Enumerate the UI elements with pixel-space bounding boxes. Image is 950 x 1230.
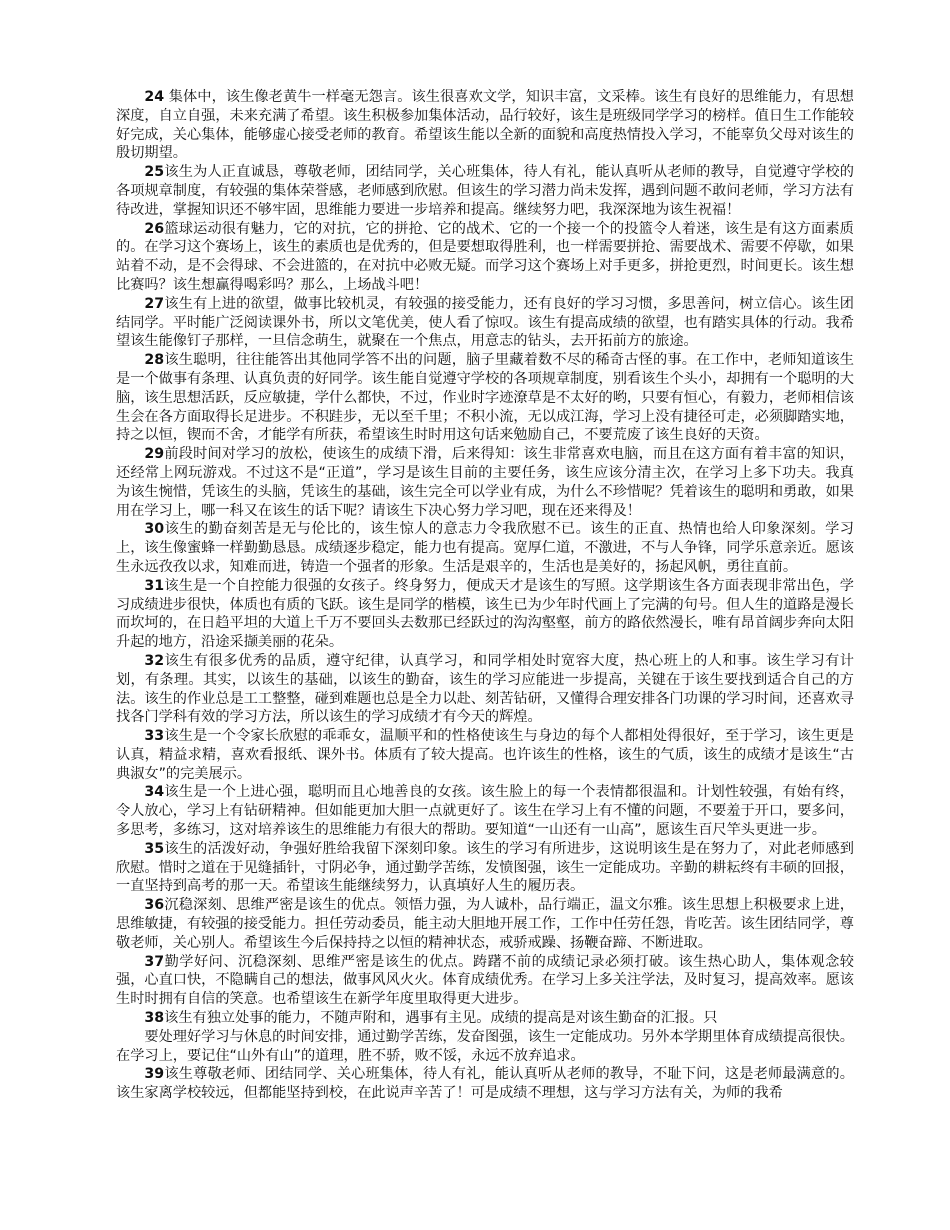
comment-paragraph [116,163,854,219]
comment-paragraph [116,783,854,839]
paragraph-number: 26 [144,220,165,237]
paragraph-number: 38 [144,1010,165,1027]
comment-paragraph [116,840,854,896]
comment-paragraph [116,896,854,952]
paragraph-text: 该生有很多优秀的品质，遵守纪律，认真学习，和同学相处时宽容大度，热心班上的人和事。该生学习有计划，有条理。其实，以该生的基础，以该生的勤奋，该生的学习应能进一步提高，关键在于该生要找到适合自己的方法。该生的作业总是工工整整，碰到难题也总是全力以赴、刻苦钻研，又懂得合理安排各门功课的学习时间，还喜欢寻找各门学科有效的学习方法，所以该生的学习成绩才有今天的辉煌。 [116,652,854,726]
comment-paragraph [116,1028,854,1066]
paragraph-text: 该生的勤奋刻苦是无与伦比的，该生惊人的意志力令我欣慰不已。该生的正直、热情也给人印象深刻。学习上，该生像蜜蜂一样勤勤恳恳。成绩逐步稳定，能力也有提高。宽厚仁道，不激进，不与人争锋，同学乐意亲近。愿该生永远孜孜以求，知难而进，铸造一个强者的形象。生活是艰辛的，生活也是美好的，扬起风帆，勇往直前。 [116,521,854,575]
comment-paragraph [116,520,854,576]
comment-paragraph [116,1009,854,1028]
paragraph-number: 35 [144,840,165,857]
paragraph-number: 34 [144,784,165,801]
paragraph-number: 30 [144,521,165,538]
comment-paragraph [116,953,854,1009]
comment-paragraph [116,88,854,163]
paragraph-text: 勤学好问、沉稳深刻、思维严密是该生的优点。踌躇不前的成绩记录必须打破。该生热心助人，集体观念较强，心直口快，不隐瞒自己的想法，做事风风火火。体育成绩优秀。在学习上多关注学法，及时复习，提高效率。愿该生时时拥有自信的笑意。也希望该生在新学年度里取得更大进步。 [116,953,854,1008]
paragraph-text: 集体中，该生像老黄牛一样毫无怨言。该生很喜欢文学，知识丰富，文采棒。该生有良好的思维能力，有思想深度，自立自强，未来充满了希望。该生积极参加集体活动，品行较好，该生是班级同学学习的榜样。值日生工作能较好完成，关心集体，能够虚心接受老师的教育。希望该生能以全新的面貌和高度热情投入学习，不能辜负父母对该生的殷切期望。 [116,89,854,162]
paragraph-text: 要处理好学习与休息的时间安排，通过勤学苦练，发奋图强，该生一定能成功。另外本学期里体育成绩提高很快。在学习上，要记住“山外有山”的道理，胜不骄，败不馁，永远不放弃追求。 [116,1028,854,1064]
paragraph-text: 该生有独立处事的能力，不随声附和，遇事有主见。成绩的提高是对该生勤奋的汇报。只 [164,1010,718,1027]
paragraph-text: 该生有上进的欲望，做事比较机灵，有较强的接受能力，还有良好的学习习惯，多思善问，树立信心。该生团结同学。平时能广泛阅读课外书，所以文笔优美，使人看了惊叹。该生有提高成绩的欲望，也有踏实具体的行动。我希望该生能像钉子那样，一旦信念萌生，就聚在一个焦点，用意志的钻头，去开拓前方的旅途。 [116,295,854,350]
paragraph-number: 39 [144,1066,165,1083]
comment-paragraph [116,220,854,295]
comment-paragraph [116,445,854,520]
paragraph-number: 31 [144,577,165,594]
paragraph-number: 32 [144,652,165,669]
paragraph-text: 该生的活泼好动，争强好胜给我留下深刻印象。该生的学习有所进步，这说明该生是在努力了，对此老师感到欣慰。惜时之道在于见缝插针，寸阴必争，通过勤学苦练，发愤图强，该生一定能成功。辛勤的耕耘终有丰硕的回报，一直坚持到高考的那一天。希望该生能继续努力，认真填好人生的履历表。 [116,840,854,895]
paragraph-text: 该生尊敬老师、团结同学、关心班集体，待人有礼，能认真听从老师的教导，不耻下问，这是老师最满意的。该生家离学校较远，但都能坚持到校，在此说声辛苦了！可是成绩不理想，这与学习方法有关，为师的我希 [116,1066,854,1102]
paragraph-text: 篮球运动很有魅力，它的对抗，它的拼抢、它的战术、它的一个接一个的投篮令人着迷，该生是有这方面素质的。在学习这个赛场上，该生的素质也是优秀的，但是要想取得胜利，也一样需要拼抢、需要战术、需要不停歇，如果站着不动，是不会得球、不会进篮的，在对抗中必败无疑。而学习这个赛场上对手更多，拼抢更烈，时间更长。该生想比赛吗？该生想赢得喝彩吗？那么，上场战斗吧！ [116,220,854,293]
paragraph-number: 37 [144,953,165,970]
comment-paragraph [116,295,854,351]
paragraph-number: 36 [144,897,165,914]
paragraph-number: 33 [144,728,165,745]
comment-paragraph [116,652,854,727]
paragraph-number: 25 [144,164,165,181]
paragraph-number: 29 [144,446,165,463]
comment-paragraph [116,727,854,783]
paragraph-text: 该生是一个自控能力很强的女孩子。终身努力，便成天才是该生的写照。这学期该生各方面表现非常出色，学习成绩进步很快，体质也有质的飞跃。该生是同学的楷模，该生已为少年时代画上了完满的句号。但人生的道路是漫长而坎坷的，在日趋平坦的大道上千万不要回头去数那已经跃过的沟沟壑壑，前方的路依然漫长，唯有昂首阔步奔向太阳升起的地方，沿途采撷美丽的花朵。 [116,577,854,651]
comment-paragraph [116,1065,854,1103]
paragraph-text: 该生聪明，往往能答出其他同学答不出的问题，脑子里藏着数不尽的稀奇古怪的事。在工作中，老师知道该生是一个做事有条理、认真负责的好同学。该生能自觉遵守学校的各项规章制度，别看该生个头小，却拥有一个聪明的大脑，该生思想活跃，反应敏捷，学什么都快，不过，作业时字迹潦草是不太好的哟，只要有恒心，有毅力，老师相信该生会在各方面取得长足进步。不积跬步，无以至千里；不积小流，无以成江海，学习上没有捷径可走，必须脚踏实地，持之以恒，锲而不舍，才能学有所获，希望该生时时用这句话来勉励自己，不要荒废了该生良好的天资。 [116,352,854,444]
comment-paragraph [116,577,854,652]
paragraph-number: 24 [144,89,165,105]
paragraph-number: 27 [144,295,165,312]
paragraph-text: 沉稳深刻、思维严密是该生的优点。领悟力强，为人诚朴，品行端正，温文尔雅。该生思想上积极要求上进，思维敏捷，有较强的接受能力。担任劳动委员，能主动大胆地开展工作，工作中任劳任怨，肯吃苦。该生团结同学，尊敬老师，关心别人。希望该生今后保持持之以恒的精神状态，戒骄戒躁、扬鞭奋蹄、不断进取。 [116,897,854,951]
document-body [116,88,854,1103]
comment-paragraph [116,351,854,445]
paragraph-text: 该生是一个令家长欣慰的乖乖女，温顺平和的性格使该生与身边的每个人都相处得很好，至于学习，该生更是认真，精益求精，喜欢看报纸、课外书。体质有了较大提高。也许该生的性格，该生的气质，该生的成绩才是该生“古典淑女”的完美展示。 [116,728,854,782]
paragraph-text: 前段时间对学习的放松，使该生的成绩下滑，后来得知：该生非常喜欢电脑，而且在这方面有着丰富的知识，还经常上网玩游戏。不过这不是“正道”，学习是该生目前的主要任务，该生应该分清主次，在学习上多下功夫。我真为该生惋惜，凭该生的头脑，凭该生的基础，该生完全可以学业有成，为什么不珍惜呢？凭着该生的聪明和勇敢，如果用在学习上，哪一科又在该生的话下呢？请该生下决心努力学习吧，现在还来得及！ [116,446,854,519]
paragraph-text: 该生是一个上进心强，聪明而且心地善良的女孩。该生脸上的每一个表情都很温和。计划性较强，有始有终，令人放心，学习上有钻研精神。但如能更加大胆一点就更好了。该生在学习上有不懂的问题，不要羞于开口，要多问，多思考，多练习，这对培养该生的思维能力有很大的帮助。要知道“一山还有一山高”，愿该生百尺竿头更进一步。 [116,784,854,839]
paragraph-text: 该生为人正直诚恳，尊敬老师，团结同学，关心班集体，待人有礼，能认真听从老师的教导，自觉遵守学校的各项规章制度，有较强的集体荣誉感，老师感到欣慰。但该生的学习潜力尚未发挥，遇到问题不敢问老师，学习方法有待改进，掌握知识还不够牢固，思维能力要进一步培养和提高。继续努力吧，我深深地为该生祝福！ [116,164,854,218]
paragraph-number: 28 [144,352,165,369]
